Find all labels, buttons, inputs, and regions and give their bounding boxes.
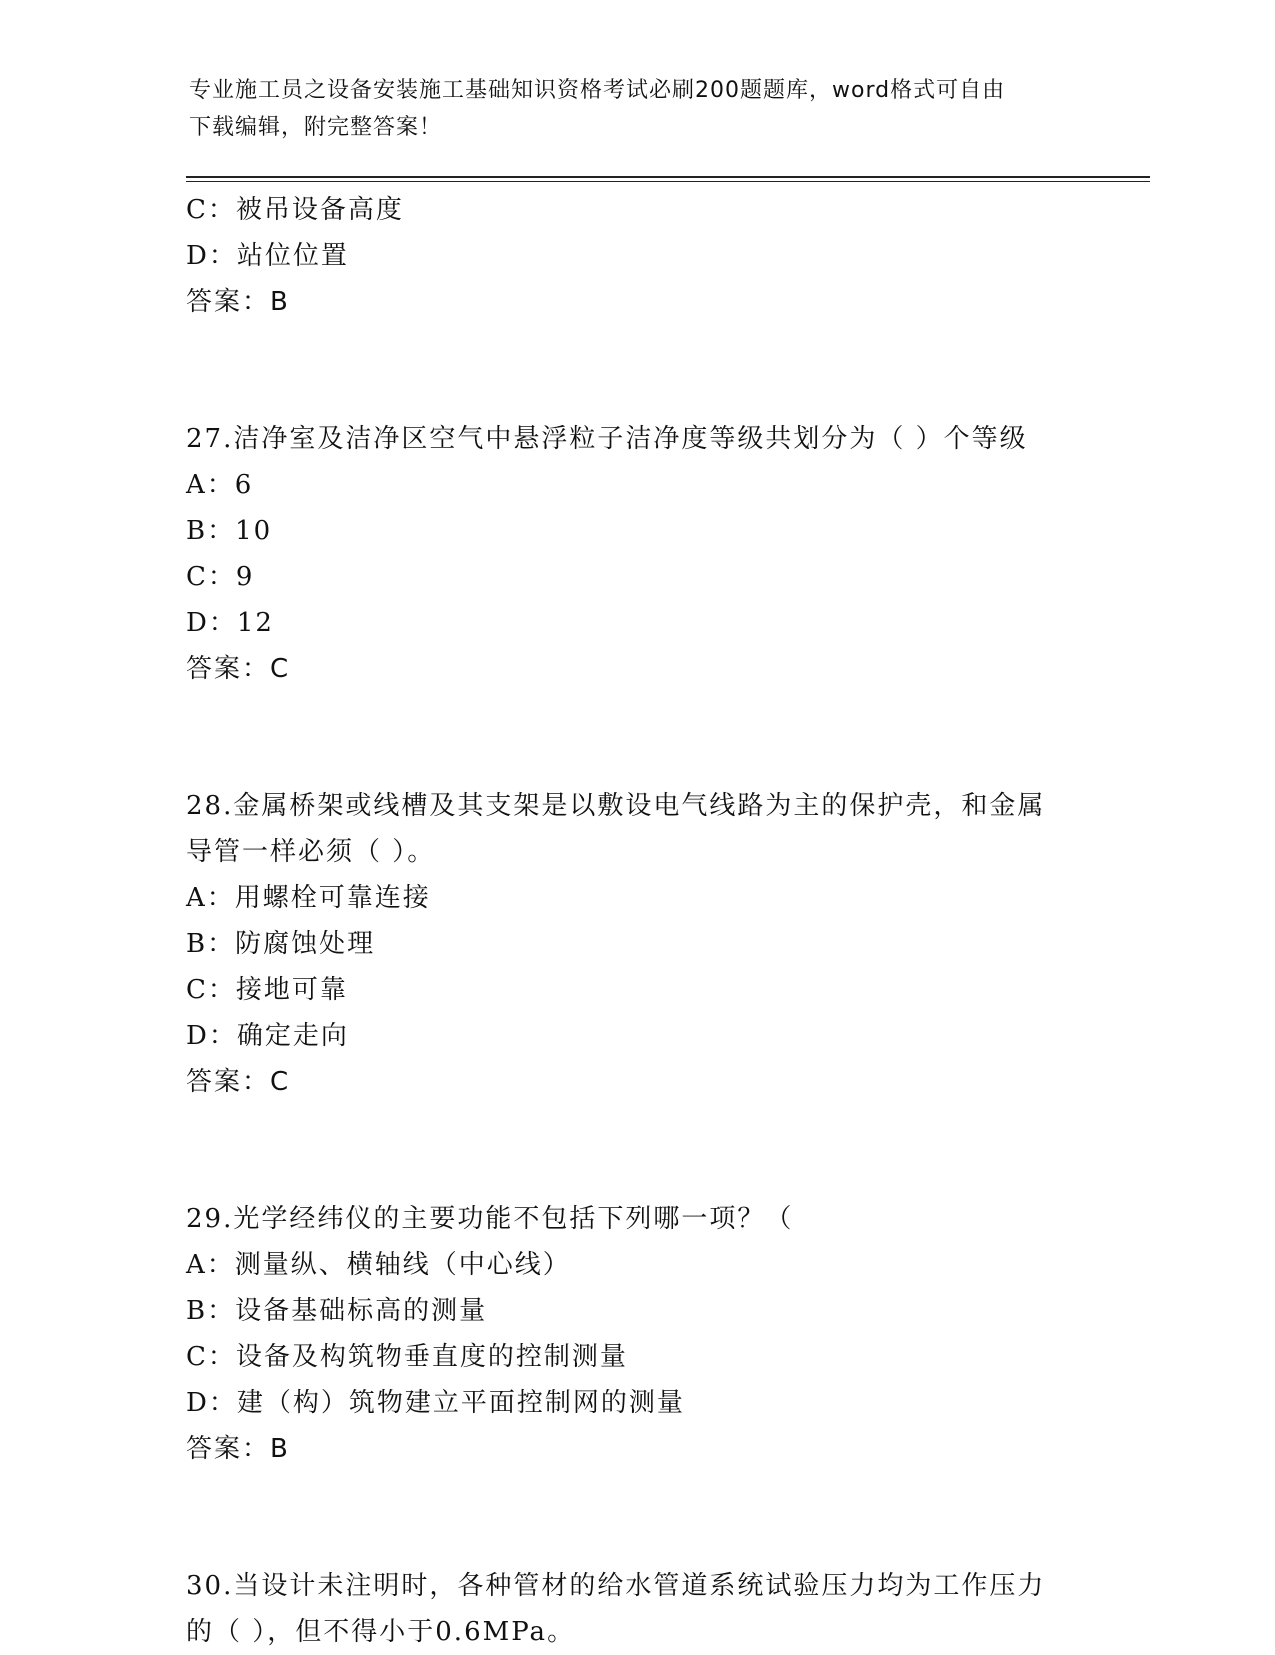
question-stem-continued: 的（ ），但不得小于0.6MPa。	[186, 1617, 576, 1647]
option-b: B：10	[186, 516, 273, 546]
option-d: D：站位位置	[186, 241, 349, 271]
question-list	[186, 187, 1086, 1655]
document-header	[189, 72, 1069, 146]
question-27	[186, 416, 1086, 692]
question-stem: 29.光学经纬仪的主要功能不包括下列哪一项？（	[186, 1204, 794, 1234]
header-line-1: 专业施工员之设备安装施工基础知识资格考试必刷200题题库，word格式可自由	[189, 78, 1006, 103]
header-divider-thin	[186, 181, 1150, 182]
question-stem: 27.洁净室及洁净区空气中悬浮粒子洁净度等级共划分为（ ）个等级	[186, 424, 1028, 454]
question-stem: 30.当设计未注明时，各种管材的给水管道系统试验压力均为工作压力	[186, 1571, 1046, 1601]
question-29	[186, 1196, 1086, 1472]
answer: 答案：C	[186, 654, 291, 684]
answer: 答案：C	[186, 1067, 291, 1097]
question-28	[186, 783, 1086, 1105]
option-c: C：9	[186, 562, 255, 592]
previous-question-tail	[186, 187, 1086, 325]
option-a: A：测量纵、横轴线（中心线）	[186, 1250, 571, 1280]
option-c: C：设备及构筑物垂直度的控制测量	[186, 1342, 628, 1372]
option-b: B：设备基础标高的测量	[186, 1296, 488, 1326]
question-stem: 28.金属桥架或线槽及其支架是以敷设电气线路为主的保护壳，和金属	[186, 791, 1046, 821]
question-30	[186, 1563, 1086, 1655]
option-d: D：建（构）筑物建立平面控制网的测量	[186, 1388, 685, 1418]
header-line-2: 下载编辑，附完整答案！	[189, 115, 443, 140]
option-c: C：被吊设备高度	[186, 195, 404, 225]
option-d: D：12	[186, 608, 274, 638]
option-d: D：确定走向	[186, 1021, 349, 1051]
question-stem-continued: 导管一样必须（ ）。	[186, 837, 436, 867]
header-divider-thick	[186, 176, 1150, 178]
option-b: B：防腐蚀处理	[186, 929, 376, 959]
answer: 答案：B	[186, 1434, 290, 1464]
option-a: A：6	[186, 470, 254, 500]
option-a: A：用螺栓可靠连接	[186, 883, 431, 913]
option-c: C：接地可靠	[186, 975, 348, 1005]
answer: 答案：B	[186, 287, 290, 317]
